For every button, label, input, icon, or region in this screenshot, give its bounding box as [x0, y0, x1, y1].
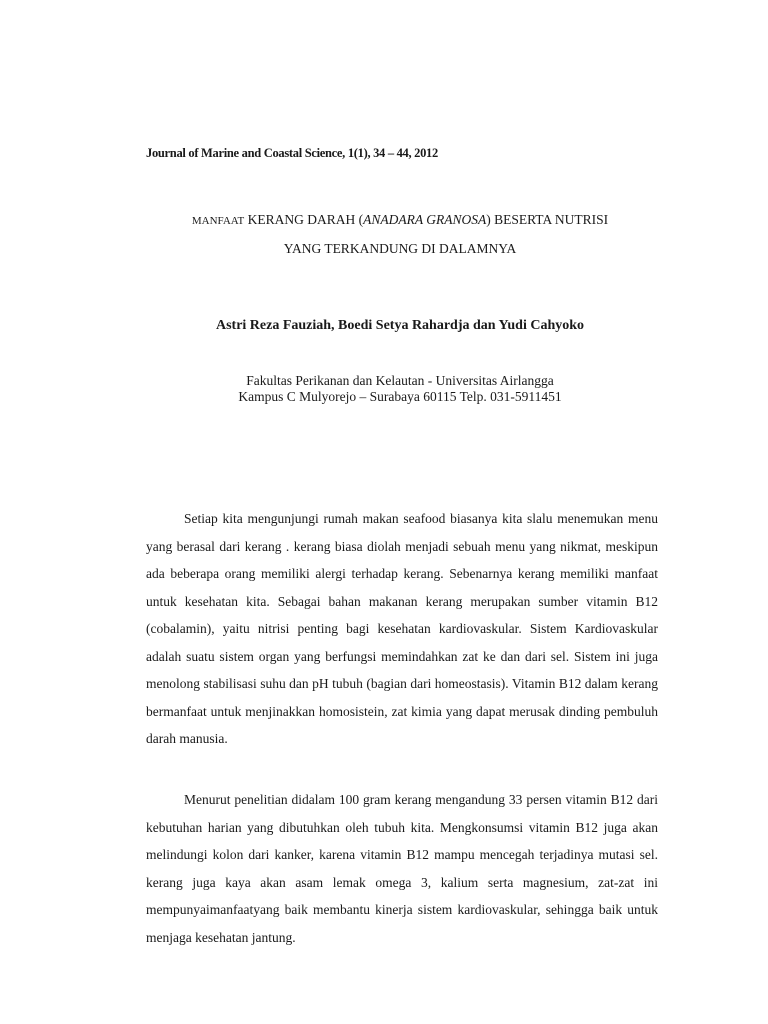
body-paragraph-1: Setiap kita mengunjungi rumah makan seafood biasanya kita slalu menemukan menu yang berasal dari kerang . kerang biasa diolah menjadi sebuah menu yang nikmat, meskipun ada beberapa orang memiliki alergi terhadap kerang. Sebenarnya kerang memiliki manfaat untuk kesehatan kita. Sebagai bahan makanan kerang merupakan sumber vitamin B12 (cobalamin), yaitu nitrisi penting bagi kesehatan kardiovaskular. Sistem Kardiovaskular adalah suatu sistem organ yang berfungsi memindahkan zat ke dan dari sel. Sistem ini juga menolong stabilisasi suhu dan pH tubuh (bagian dari homeostasis). Vitamin B12 dalam kerang bermanfaat untuk menjinakkan homosistein, zat kimia yang dapat merusak dinding pembuluh darah manusia. — [146, 511, 658, 746]
title-first-word: MANFAAT — [191, 215, 245, 227]
author-list: Astri Reza Fauziah, Boedi Setya Rahardja dan Yudi Cahyoko — [215, 318, 585, 333]
body-paragraph-2: Menurut penelitian didalam 100 gram kerang mengandung 33 persen vitamin B12 dari kebutuhan harian yang dibutuhkan oleh tubuh kita. Mengkonsumsi vitamin B12 juga akan melindungi kolon dari kanker, karena vitamin B12 mampu mencegah terjadinya mutasi sel. kerang juga kaya akan asam lemak omega 3, kalium serta magnesium, zat-zat ini mempunyaimanfaatyang baik membantu kinerja sistem kardiovaskular, sehingga baik untuk menjaga kesehatan jantung. — [146, 792, 658, 945]
article-title-line-2: YANG TERKANDUNG DI DALAMNYA — [283, 241, 517, 256]
affiliation-institution: Fakultas Perikanan dan Kelautan - Universitas Airlangga — [246, 373, 554, 388]
title-text-part-1: KERANG DARAH ( — [244, 212, 364, 227]
title-text-part-2: ) BESERTA NUTRISI — [486, 212, 609, 227]
affiliation-address: Kampus C Mulyorejo – Surabaya 60115 Telp. 031-5911451 — [238, 389, 562, 404]
title-species-name: ANADARA GRANOSA — [363, 212, 487, 227]
article-title-line-1 — [140, 212, 660, 228]
journal-reference: Journal of Marine and Coastal Science, 1(1), 34 – 44, 2012 — [146, 146, 438, 160]
